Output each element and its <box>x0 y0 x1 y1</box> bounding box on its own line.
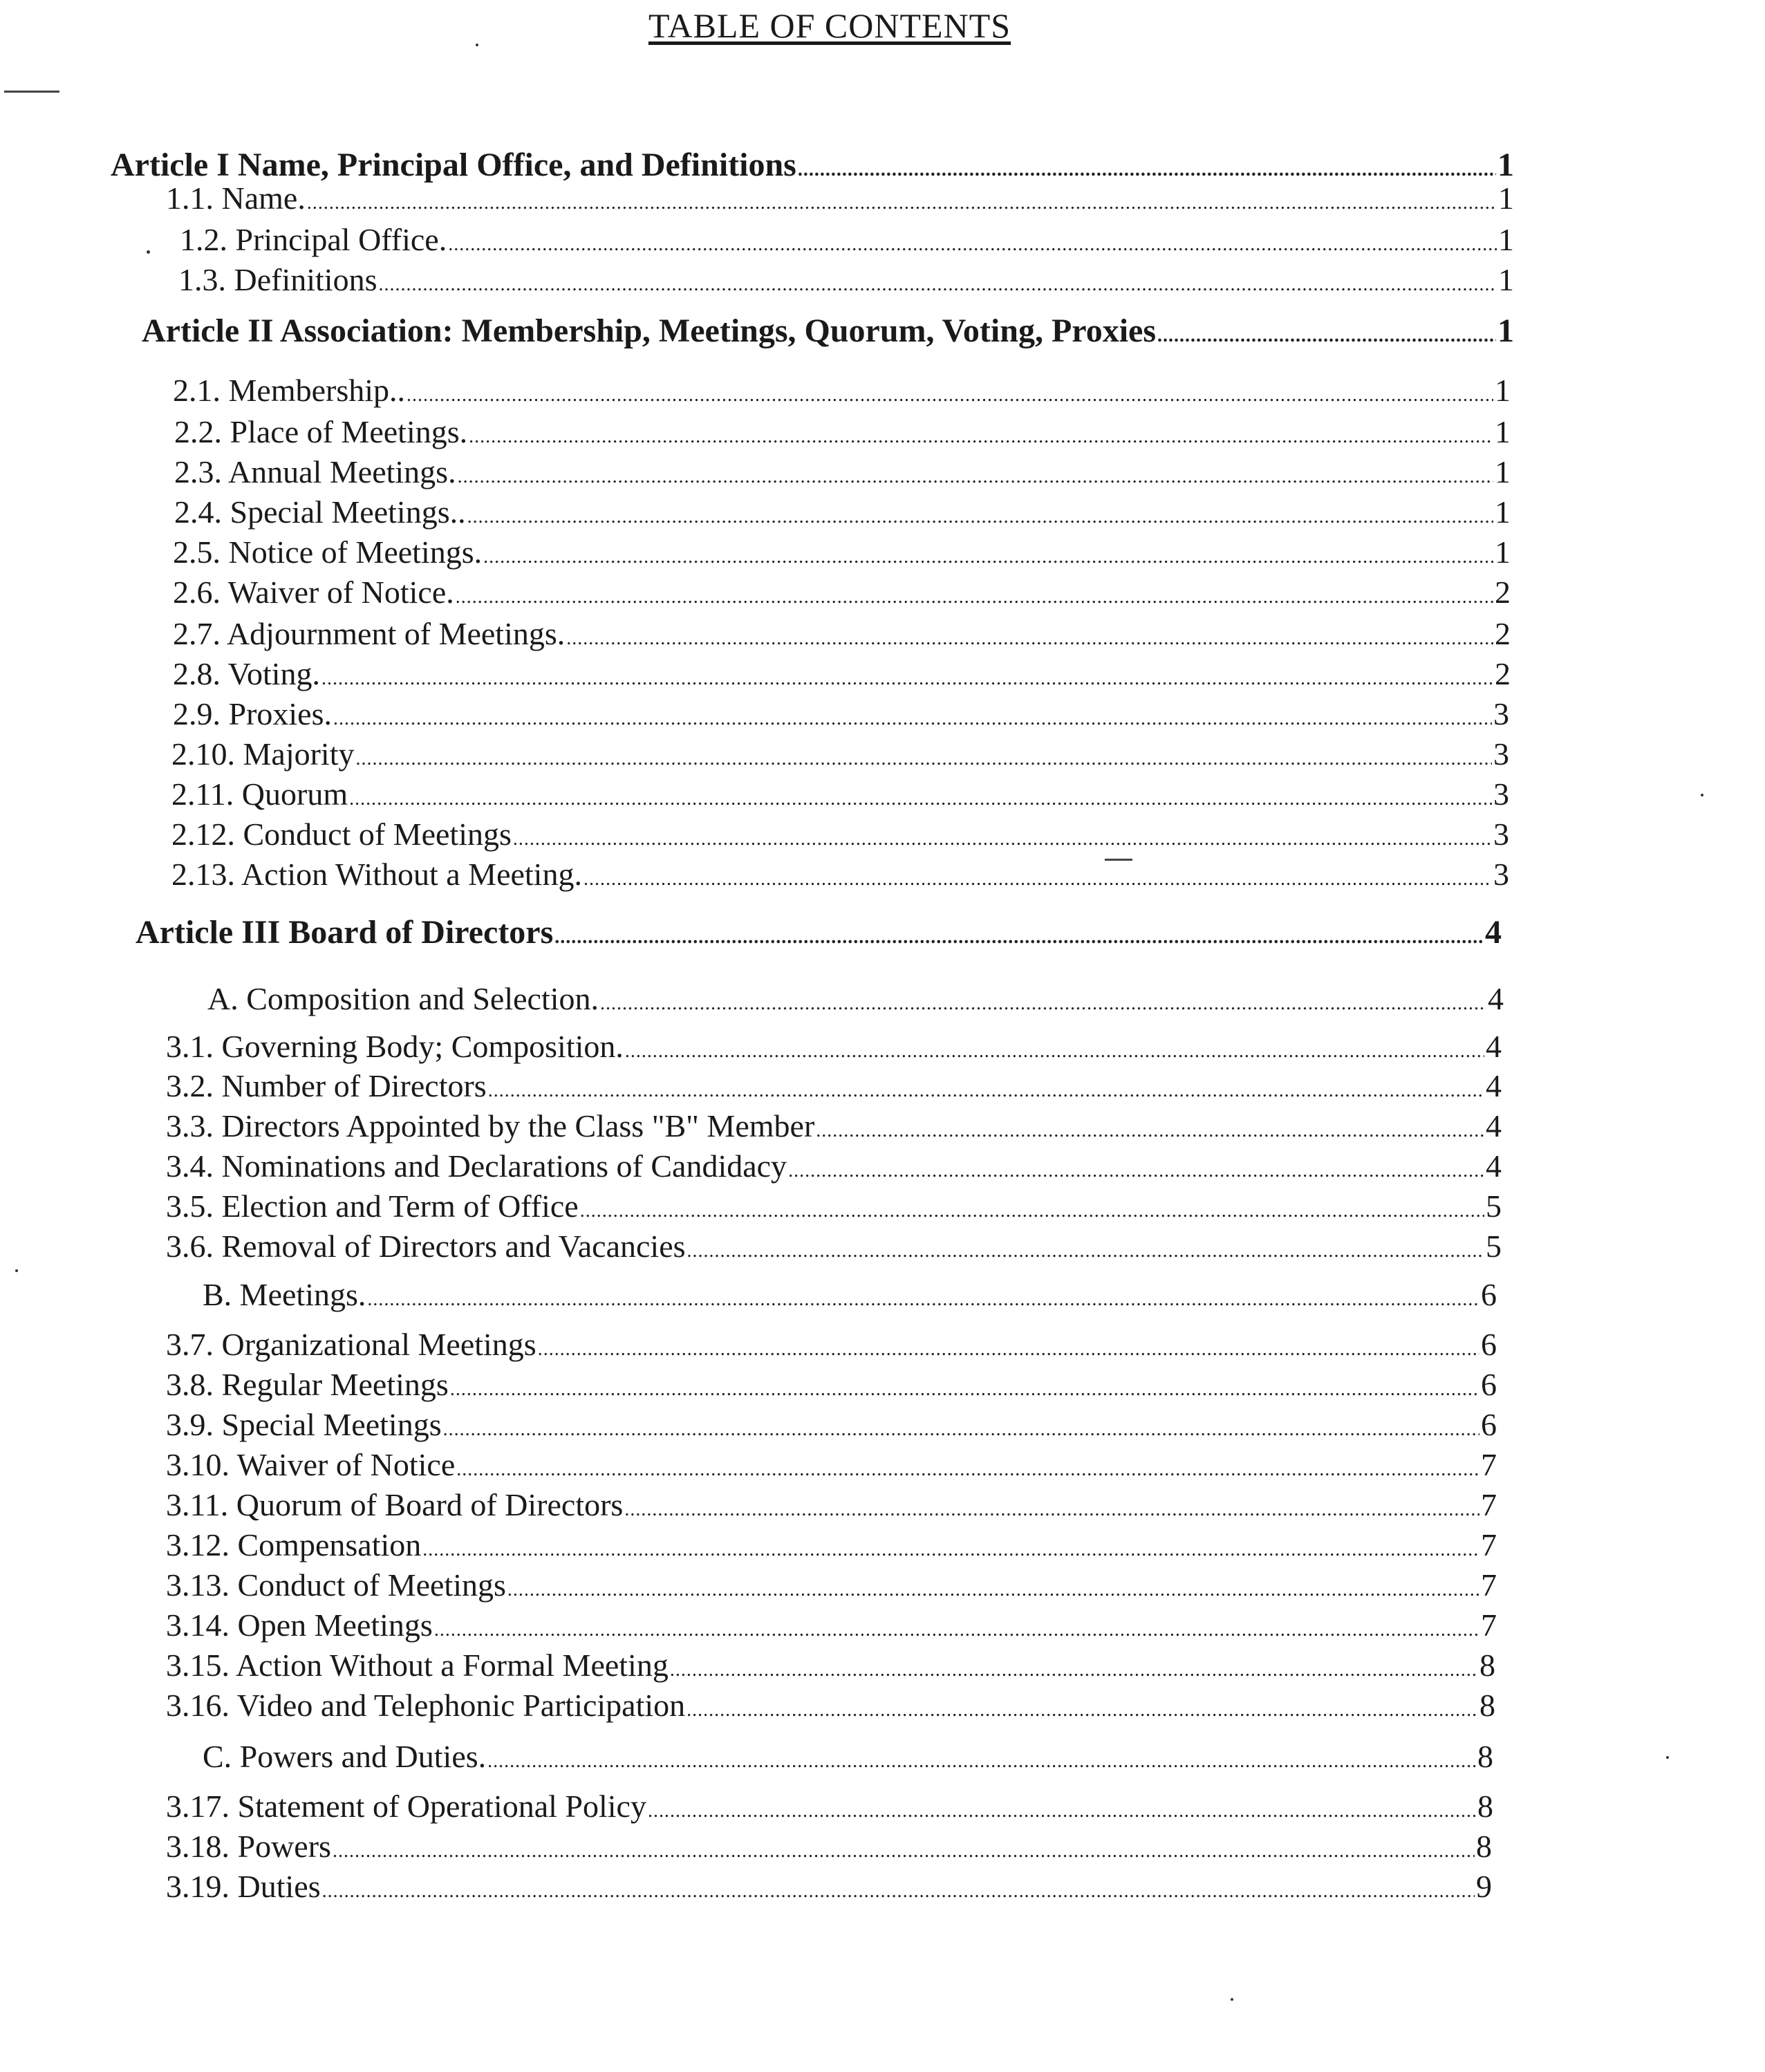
toc-item <box>173 694 1509 739</box>
toc-page-number: 5 <box>1486 1188 1502 1224</box>
dot-leader <box>333 699 1492 739</box>
toc-page-number: 4 <box>1488 981 1504 1016</box>
toc-page-number: 2 <box>1495 575 1511 610</box>
toc-item <box>173 532 1511 577</box>
scan-speck <box>1231 1998 1233 2001</box>
toc-entry-title: 1.1. Name. <box>166 180 306 216</box>
dot-leader <box>648 1791 1476 1831</box>
dot-leader <box>566 619 1493 659</box>
dot-leader <box>538 1329 1479 1370</box>
toc-item <box>166 1525 1497 1570</box>
dot-leader <box>450 1370 1479 1410</box>
toc-entry-title: 3.13. Conduct of Meetings <box>166 1567 506 1603</box>
toc-entry-title: 3.11. Quorum of Board of Directors <box>166 1487 624 1522</box>
toc-item <box>166 1445 1497 1490</box>
dot-leader <box>378 265 1497 305</box>
toc-entry-title: 3.8. Regular Meetings <box>166 1367 449 1402</box>
toc-item <box>171 855 1509 899</box>
page-title: TABLE OF CONTENTS <box>648 6 1011 45</box>
toc-section <box>203 1737 1493 1782</box>
dot-leader <box>322 1872 1475 1912</box>
dot-leader <box>507 1570 1479 1610</box>
dot-leader <box>487 1742 1476 1782</box>
toc-entry-title: 3.7. Organizational Meetings <box>166 1327 536 1362</box>
toc-page-number: 4 <box>1486 1108 1502 1144</box>
toc-item <box>166 1786 1493 1831</box>
toc-item <box>171 814 1509 859</box>
scan-speck <box>476 44 478 46</box>
scan-speck <box>147 250 150 254</box>
toc-page-number: 6 <box>1481 1277 1497 1312</box>
toc-item <box>166 1645 1495 1690</box>
toc-page-number: 1 <box>1495 494 1511 530</box>
toc-item <box>166 1365 1497 1410</box>
dot-leader <box>407 375 1493 416</box>
toc-item <box>174 452 1511 497</box>
dot-leader <box>458 457 1493 497</box>
toc-entry-title: 2.5. Notice of Meetings. <box>173 534 483 570</box>
toc-page-number: 2 <box>1495 616 1511 651</box>
toc-item <box>166 1867 1492 1912</box>
toc-item <box>166 1106 1502 1151</box>
dot-leader <box>349 779 1492 819</box>
toc-item <box>166 1686 1495 1730</box>
dot-leader <box>583 859 1492 899</box>
dot-leader <box>307 183 1497 223</box>
toc-article <box>142 311 1514 356</box>
toc-entry-title: Article III Board of Directors <box>136 914 554 951</box>
scan-speck <box>15 1269 18 1272</box>
toc-page-number: 8 <box>1477 1739 1493 1774</box>
toc-page-number: 2 <box>1495 656 1511 691</box>
toc-entry-title: A. Composition and Selection. <box>207 981 599 1016</box>
toc-entry-title: 3.17. Statement of Operational Policy <box>166 1789 646 1824</box>
dot-leader <box>456 577 1493 617</box>
toc-entry-title: 2.6. Waiver of Notice. <box>173 575 454 610</box>
toc-item <box>166 1027 1502 1072</box>
toc-entry-title: 3.6. Removal of Directors and Vacancies <box>166 1229 686 1264</box>
toc-page-number: 3 <box>1493 736 1509 772</box>
toc-item <box>173 654 1511 699</box>
dot-leader <box>467 497 1493 537</box>
toc-entry-title: 3.4. Nominations and Declarations of Candidacy <box>166 1148 787 1184</box>
dot-leader <box>624 1490 1479 1530</box>
toc-item <box>180 220 1514 265</box>
toc-page-number: 3 <box>1493 857 1509 892</box>
toc-entry-title: C. Powers and Duties. <box>203 1739 487 1774</box>
dot-leader <box>448 225 1497 265</box>
toc-section <box>207 979 1504 1024</box>
toc-page-number: 7 <box>1481 1527 1497 1562</box>
toc-entry-title: Article II Association: Membership, Meetings, Quorum, Voting, Proxies <box>142 312 1157 349</box>
toc-entry-title: 3.1. Governing Body; Composition. <box>166 1029 624 1064</box>
dot-leader <box>554 917 1484 958</box>
dot-leader <box>469 417 1493 457</box>
toc-page-number: 1 <box>1498 262 1514 297</box>
toc-item <box>166 1565 1497 1610</box>
toc-entry-title: Article I Name, Principal Office, and Definitions <box>111 147 796 183</box>
toc-item <box>174 492 1511 537</box>
toc-item <box>166 1605 1497 1650</box>
toc-page-number: 7 <box>1481 1567 1497 1603</box>
toc-item <box>171 734 1509 779</box>
dot-leader <box>321 659 1493 699</box>
toc-entry-title: 3.15. Action Without a Formal Meeting <box>166 1648 669 1683</box>
toc-page-number: 1 <box>1497 147 1514 183</box>
scan-speck <box>1666 1756 1669 1759</box>
toc-page-number: 8 <box>1476 1829 1492 1864</box>
toc-page-number: 6 <box>1481 1407 1497 1442</box>
toc-item <box>166 1485 1497 1530</box>
dot-leader <box>513 819 1492 859</box>
toc-entry-title: 3.3. Directors Appointed by the Class "B" Member <box>166 1108 815 1144</box>
toc-item <box>166 1827 1492 1872</box>
toc-item <box>173 614 1511 659</box>
dot-leader <box>816 1111 1484 1151</box>
dot-leader <box>580 1191 1484 1231</box>
scan-speck <box>1701 794 1703 796</box>
toc-entry-title: 2.3. Annual Meetings. <box>174 454 456 489</box>
scan-mark <box>4 91 59 93</box>
toc-entry-title: 3.9. Special Meetings <box>166 1407 442 1442</box>
toc-entry-title: 2.8. Voting. <box>173 656 321 691</box>
dot-leader <box>367 1280 1479 1320</box>
toc-page-number: 1 <box>1497 312 1514 349</box>
dot-leader <box>355 739 1492 779</box>
toc-item <box>171 774 1509 819</box>
toc-page-number: 4 <box>1486 1068 1502 1103</box>
toc-entry-title: 2.11. Quorum <box>171 776 348 812</box>
toc-page-number: 1 <box>1495 454 1511 489</box>
dot-leader <box>600 984 1486 1024</box>
toc-entry-title: 2.9. Proxies. <box>173 696 332 731</box>
toc-page-number: 9 <box>1476 1869 1492 1904</box>
dot-leader <box>422 1530 1479 1570</box>
dot-leader <box>670 1650 1478 1690</box>
dot-leader <box>687 1690 1478 1730</box>
dot-leader <box>443 1410 1479 1450</box>
dot-leader <box>333 1831 1475 1872</box>
toc-page-number: 3 <box>1493 816 1509 852</box>
toc-entry-title: 2.10. Majority <box>171 736 355 772</box>
toc-entry-title: 2.4. Special Meetings.. <box>174 494 466 530</box>
toc-item <box>166 1186 1502 1231</box>
dot-leader <box>456 1450 1479 1490</box>
toc-page-number: 7 <box>1481 1487 1497 1522</box>
toc-entry-title: 2.13. Action Without a Meeting. <box>171 857 582 892</box>
toc-entry-title: 3.12. Compensation <box>166 1527 422 1562</box>
toc-item <box>166 1325 1497 1370</box>
toc-page-number: 8 <box>1479 1688 1495 1723</box>
toc-entry-title: 2.12. Conduct of Meetings <box>171 816 512 852</box>
toc-section <box>203 1275 1497 1320</box>
toc-item <box>166 178 1514 223</box>
toc-item <box>173 371 1511 416</box>
toc-page-number: 6 <box>1481 1327 1497 1362</box>
toc-entry-title: 3.2. Number of Directors <box>166 1068 487 1103</box>
toc-item <box>166 1405 1497 1450</box>
toc-page-number: 3 <box>1493 776 1509 812</box>
toc-item <box>173 572 1511 617</box>
dot-leader <box>434 1610 1479 1650</box>
dot-leader <box>788 1151 1484 1191</box>
toc-item <box>166 1066 1502 1111</box>
toc-entry-title: 3.19. Duties <box>166 1869 321 1904</box>
dot-leader <box>488 1071 1484 1111</box>
toc-page-number: 8 <box>1477 1789 1493 1824</box>
toc-entry-title: 1.2. Principal Office. <box>180 222 447 257</box>
dot-leader <box>1157 316 1496 356</box>
toc-page-number: 1 <box>1495 414 1511 449</box>
toc-page-number: 1 <box>1495 373 1511 408</box>
toc-page-number: 1 <box>1495 534 1511 570</box>
toc-entry-title: 3.18. Powers <box>166 1829 331 1864</box>
toc-page-number: 7 <box>1481 1447 1497 1482</box>
toc-page-number: 4 <box>1486 1148 1502 1184</box>
toc-item <box>178 260 1514 305</box>
toc-page-number: 4 <box>1485 914 1502 951</box>
toc-article <box>136 913 1502 958</box>
toc-entry-title: 2.2. Place of Meetings. <box>174 414 468 449</box>
toc-item <box>174 412 1511 457</box>
toc-entry-title: 3.10. Waiver of Notice <box>166 1447 456 1482</box>
dot-leader <box>687 1231 1484 1271</box>
toc-entry-title: B. Meetings. <box>203 1277 366 1312</box>
toc-page-number: 1 <box>1498 180 1514 216</box>
toc-page-number: 8 <box>1479 1648 1495 1683</box>
toc-page-number: 7 <box>1481 1607 1497 1643</box>
toc-entry-title: 3.5. Election and Term of Office <box>166 1188 579 1224</box>
toc-entry-title: 3.14. Open Meetings <box>166 1607 433 1643</box>
toc-entry-title: 1.3. Definitions <box>178 262 377 297</box>
toc-entry-title: 2.7. Adjournment of Meetings. <box>173 616 566 651</box>
toc-page-number: 3 <box>1493 696 1509 731</box>
dot-leader <box>483 537 1493 577</box>
toc-item <box>166 1146 1502 1191</box>
toc-page-number: 4 <box>1486 1029 1502 1064</box>
toc-item <box>166 1226 1502 1271</box>
toc-entry-title: 3.16. Video and Telephonic Participation <box>166 1688 686 1723</box>
toc-entry-title: 2.1. Membership.. <box>173 373 406 408</box>
toc-page-number: 1 <box>1498 222 1514 257</box>
toc-page-number: 5 <box>1486 1229 1502 1264</box>
toc-page-number: 6 <box>1481 1367 1497 1402</box>
